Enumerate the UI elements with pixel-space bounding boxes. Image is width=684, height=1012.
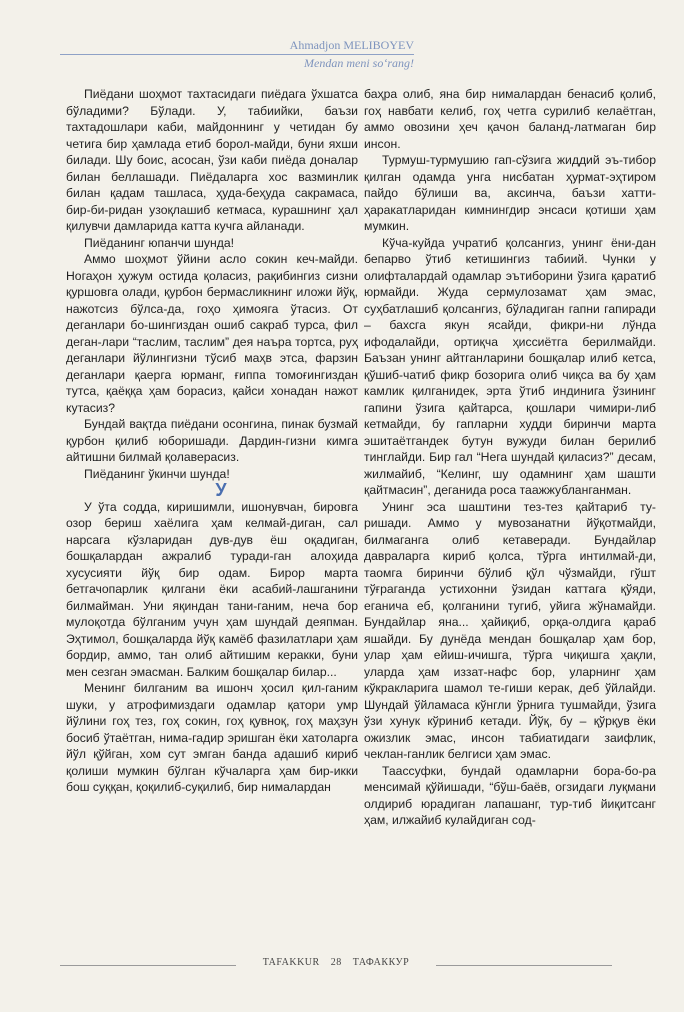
paragraph: Бундай вақтда пиёдани осонгина, пинак бузмай қурбон қилиб юборишади. Дардин-гизни кимга айтишни билмай қолаверасиз. [66,417,358,464]
footer-rule-right [436,965,612,966]
paragraph: Пиёданинг юпанчи шунда! [84,235,235,250]
paragraph: Менинг билганим ва ишонч ҳосил қил-ганим шуки, у атрофимиздаги одамлар қатори умр йўлини гоҳ тез, гоҳ сокин, гоҳ қувноқ, гоҳ маҳзун босиб ўтаётган, нима-гадир эришган ёки хатоларга йўл қўйган, хом сут эмган банда адашиб кириб қолиши мумкин бўлган кўчаларга ҳам бир-икки бош суққан, қоқилиб-суқилиб, бир нималардан [66,681,358,794]
paragraph: Турмуш-турмушию гап-сўзига жиддий эъ-тибор қилган одамда унга нисбатан ҳурмат-эҳтиром пайдо бўлиши ва, аксинча, баъзи хатти-ҳаракатларидан кимнингдир энсаси қотиши ҳам мумкин. [364,153,656,233]
left-column [66,86,358,796]
paragraph: Унинг эса шаштини тез-тез қайтариб ту-ришади. Аммо у мувозанатни йўқотмайди, билмаганга олиб кетаверади. Бундайлар даврaларга кириб қолса, тўрга интилмай-ди, таомга биринчи бўлиб қўл чўзмайди, гўшт тўғраганда устихонни ўзидан каттага қўяди, еганича еб, қолганини тугиб, уйига жўнамайди. Бундайлар яна... ҳайиқиб, орқа-олдига қараб яшайди. Бу дунёда мендан бошқалар ҳам бор, улар ҳам ейиш-ичишга, тўрга чиқишга ҳақли, уларда ҳам иззат-нафс бор, уларнинг ҳам кўкракларига шамол те-гиши керак, деб ўйлайди. Шундай ўйламаса кўнгли ўрнига тушмайди, ўзига ўзи хунук кўриниб кетади. Йўқ, бу – қўрқув ёки ожизлик эмас, инсон табиатидаги заифлик, чеклан-ганлик белгиси ҳам эмас. [364,499,656,761]
series-subtitle: Mendan meni so‘rang! [304,56,414,70]
paragraph: баҳра олиб, яна бир нималардан бенасиб қолиб, гоҳ навбати келиб, гоҳ четга сурилиб келаётган, аммо овозини ҳеч қачон баланд-латмаган бир инсон. [364,87,656,151]
footer-label-latin: TAFAKKUR [262,957,320,968]
paragraph: Пиёдани шоҳмот тахтасидаги пиёдага ўхшатса бўладими? Бўлади. У, табиийки, баъзи тахтадошлари каби, майдоннинг у четидан бу четига бир ҳамлада етиб борол-майди, буни яхши билади. Шу боис, асосан, ўзи каби пиёда доналар билан беллашади. Пиёдаларга хос вазминлик билан қадам ташлаcа, ҳуда-беҳуда сакрамаса, бир-би-ридан узоқлашиб кетмаса, курашнинг ҳал қилувчи дамларида катта кучга айланади. [66,87,358,233]
author-name: Ahmadjon MELIBOYEV [289,38,414,52]
paragraph: Таассуфки, бундай одамларни бора-бо-ра менсимай қўйишади, “бўш-баёв, огзидаги луқмани олдириб юрадиган лапашанг, тур-тиб йиқитсанг ҳам, илжайиб кулайдиган сод- [364,763,656,827]
right-column [364,86,656,829]
paragraph: У ўта содда, киришимли, ишонувчан, бировга озор бериш хаёлига ҳам келмай-диган, сал нарсага кўзларидан дув-дув ёш оқадиган, бошқалардан ажралиб туради-ган алоҳида хусусияти йўқ бир одам. Бирор марта бетгачопарлик қилгани ёки асабий-лашганини билмайман. Уни яқиндан тани-ганим, неча бор мулоқотда бўлганим учун ҳам шундай деяпман. Эҳтимол, бошқаларда йўқ камёб фазилатлари ҳам бордир, аммо, тан олиб айтишим керакки, буни мен сезган эмасман. Балким бошқалар билар... [66,499,358,679]
paragraph: Пиёданинг ўкинчи шунда! [84,466,230,481]
footer-label-cyrillic: ТАФАККУР [352,957,410,968]
paragraph: Аммо шоҳмот ўйини асло сокин кеч-майди. Ногаҳон ҳужум остида қоласиз, рақибингиз сизни қуршовга олади, қурбон бермасликнинг иложи йўқ, нажотсиз бўлса-да, гоҳо ҳимояга ўтасиз. От деганлари бо-шингиздан ошиб сакраб турса, фил деган-лари “таслим, таслим” дея наъра тортса, руҳ деганлари йўлингизни тўсиб маҳв этса, фарзин деганлари қаерга юрманг, ғиппа томоғингиздан тутса, қаёққа ҳам борасиз, қайси хонадан нажот кутасиз? [66,252,358,415]
page-number: 28 [330,957,342,968]
paragraph: Кўча-куйда учратиб қолсангиз, унинг ёни-дан бепарво ўтиб кетишингиз табиий. Чунки у олифталардай одамлар эътиборини ўзига қаратиб юрмайди. Жуда сермулозамат ҳам эмас, суҳбатлашиб қолсангиз, бўладиган гапни гапиради – бахсга якун ясайди, фикри-ни лўнда ифодалайди, ортиқча ҳиссиётга берилмайди. Баъзан унинг айтганларини бошқалар илиб кетса, қўшиб-чатиб фикр бозорига олиб чиқса ва бу ҳам камлик қилганидек, эрта ўтиб индинига ўзининг гапини ўзига қайтарса, қошлари чимири-либ кетмайди, бу гапларни худди биринчи марта эшитаётгандек бутун вужуди билан берилиб тинглайди. Бир гал “Нега шундай қиласиз?” десам, жилмайиб, “Келинг, шу одамнинг ҳам шашти қайтмасин”, деганида роса таажжубланганман. [364,235,656,497]
section-title: У [215,480,227,500]
page-footer [0,955,684,979]
header-rule [60,54,414,55]
page-header [0,38,684,78]
footer-rule-left [60,965,236,966]
footer-text [236,957,436,968]
